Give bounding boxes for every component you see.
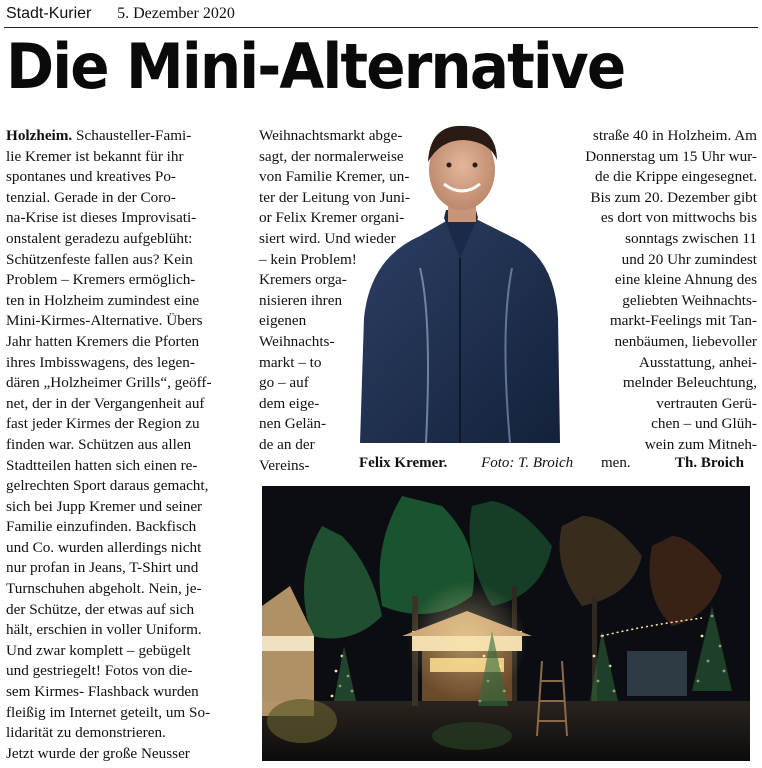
text-line: net, der in der Vergangenheit auf [6,394,205,412]
text-line: nen Gelän- [259,415,327,433]
text-line: hält, erschien in voller Uniform. [6,621,202,639]
article-column-1 [6,126,254,764]
text-line: ihres Imbisswagens, des legen- [6,353,195,371]
text-line: Stadtteilen hatten sich einen re- [6,456,198,474]
text-line: Jetzt wurde der große Neusser [6,744,190,762]
masthead [6,5,235,23]
text-line: nisieren ihren [259,291,343,309]
text-line: Familie einzufinden. Backfisch [6,518,197,536]
text-line: geliebten Weihnachts- [622,291,757,309]
text-line: – kein Problem! [259,250,357,268]
text-line: dären „Holzheimer Grills“, geöff- [6,374,212,392]
newspaper-name: Stadt-Kurier [6,5,92,22]
masthead-rule [4,27,758,28]
text-line: Vereins- [259,456,310,474]
text-line: Weihnachts- [259,332,335,350]
text-line: de die Krippe eingesegnet. [595,168,757,186]
text-line: Kremers orga- [259,271,347,289]
text-line: dem eige- [259,394,320,412]
text-line: es dort von mittwochs bis [600,209,757,227]
dateline: Holzheim. [6,127,77,144]
text-line: nenbäumen, liebevoller [614,332,757,350]
caption-name: Felix Kremer. [359,455,448,471]
text-line: und gestriegelt! Fotos von die- [6,662,193,680]
article-column-3 [545,126,757,456]
text-line: spontanes und kreatives Po- [6,168,176,186]
text-line: Schützenfeste fallen aus? Kein [6,250,193,268]
text-line: sonntags zwischen 11 [625,229,757,247]
text-line: chen – und Glüh- [651,415,757,433]
text-line-rest: Schausteller-Fami- [76,127,192,144]
text-line: Problem – Kremers ermöglich- [6,271,196,289]
text-line: Jahr hatten Kremers die Pforten [6,332,200,350]
text-line: markt-Feelings mit Tan- [609,312,757,330]
text-line: Weihnachtsmarkt abge- [259,127,403,144]
text-line: Ausstattung, anhei- [638,353,757,371]
text-line: Und zwar komplett – gebügelt [6,641,191,659]
text-line: sich bei Jupp Kremer und seiner [6,497,203,515]
text-line: finden war. Schützen aus allen [6,435,192,453]
text-line: go – auf [259,374,309,392]
christmas-market-photo [262,486,750,761]
text-line: eine kleine Ahnung des [614,271,757,289]
text-line: markt – to [259,353,322,371]
portrait-photo [360,118,560,443]
text-line: onstalent geradezu aufgeblüht: [6,229,193,247]
text-line: der Schütze, der etwas auf sich [6,600,195,618]
text-line: ter der Leitung von Juni- [259,188,410,206]
text-line: straße 40 in Holzheim. Am [592,127,757,144]
text-line [6,126,254,147]
headline: Die Mini-Alternative [6,30,625,103]
text-line: fast jeder Kirmes der Region zu [6,415,200,433]
text-line: Donnerstag um 15 Uhr wur- [585,147,757,165]
text-line: von Familie Kremer, un- [259,168,410,186]
text-line: nur profan in Jeans, T-Shirt und [6,559,199,577]
text-line: fleißig im Internet geteilt, um So- [6,703,211,721]
text-line: gelrechten Sport daraus gemacht, [6,477,209,495]
text-line: na-Krise ist dieses Improvisati- [6,209,197,227]
text-line: lie Kremer ist bekannt für ihr [6,147,184,165]
text-line: wein zum Mitneh- [644,435,757,453]
column-3-last-line [601,455,631,472]
caption-tail: men. [601,455,631,471]
photo-caption [359,455,573,472]
text-line: ten in Holzheim zumindest eine [6,291,200,309]
caption-credit: Foto: T. Broich [481,455,574,471]
text-line: lidarität zu demonstrieren. [6,724,166,742]
text-line: de an der [259,435,315,453]
text-line: Mini-Kirmes-Alternative. Übers [6,312,203,330]
text-line: sem Kirmes- Flashback wurden [6,683,199,701]
text-line: tenzial. Gerade in der Coro- [6,188,176,206]
text-line: vertrauten Gerü- [656,394,757,412]
author-byline: Th. Broich [675,455,744,471]
text-line: siert wird. Und wieder [259,229,396,247]
text-line: und 20 Uhr zumindest [621,250,757,268]
text-line: eigenen [259,312,307,330]
text-line: Turnschuhen abgeholt. Nein, je- [6,580,202,598]
text-line: und Co. wurden allerdings nicht [6,538,202,556]
text-line: Bis zum 20. Dezember gibt [590,188,757,206]
issue-date: 5. Dezember 2020 [117,5,235,22]
text-line: melnder Beleuchtung, [622,374,757,392]
text-line: sagt, der normalerweise [259,147,404,165]
text-line: or Felix Kremer organi- [259,209,405,227]
